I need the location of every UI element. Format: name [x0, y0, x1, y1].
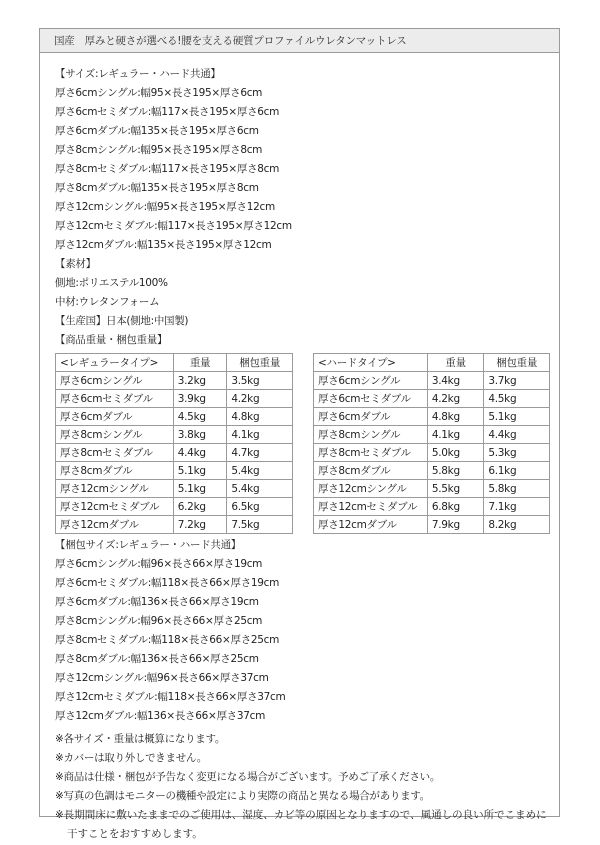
row-label: 厚さ8cmダブル: [314, 462, 428, 480]
table-row: [56, 390, 293, 408]
package-weight-cell: 4.7kg: [227, 444, 293, 462]
size-item: 厚さ8cmセミダブル:幅117×長さ195×厚さ8cm: [55, 163, 280, 175]
row-label: 厚さ8cmシングル: [314, 426, 428, 444]
row-label: 厚さ12cmセミダブル: [314, 498, 428, 516]
note-item: ※長期間床に敷いたままでのご使用は、湿度、カビ等の原因となりますので、風通しの良い所でこまめに干すことをおすすめします。: [55, 809, 547, 840]
note-item: ※各サイズ・重量は概算になります。: [55, 733, 226, 745]
size-item: 厚さ6cmシングル:幅95×長さ195×厚さ6cm: [55, 87, 263, 99]
row-label: 厚さ6cmダブル: [56, 408, 174, 426]
table-row: [314, 462, 550, 480]
table-row: [56, 498, 293, 516]
table-row: [56, 372, 293, 390]
row-label: 厚さ8cmダブル: [56, 462, 174, 480]
package-weight-header: 梱包重量: [227, 354, 293, 372]
spec-header: [40, 29, 559, 53]
material-item: 側地:ポリエステル100%: [55, 277, 168, 289]
size-item: 厚さ12cmセミダブル:幅117×長さ195×厚さ12cm: [55, 220, 292, 232]
weight-cell: 3.4kg: [427, 372, 484, 390]
package-weight-cell: 5.4kg: [227, 462, 293, 480]
weight-cell: 3.2kg: [173, 372, 227, 390]
package-item: 厚さ6cmダブル:幅136×長さ66×厚さ19cm: [55, 596, 259, 608]
note-item: ※カバーは取り外しできません。: [55, 752, 207, 764]
package-weight-cell: 6.1kg: [484, 462, 550, 480]
table-row: [56, 480, 293, 498]
table-row: [314, 426, 550, 444]
row-label: 厚さ6cmダブル: [314, 408, 428, 426]
weight-cell: 5.0kg: [427, 444, 484, 462]
table-header-row: [56, 354, 293, 372]
package-weight-cell: 5.4kg: [227, 480, 293, 498]
row-label: 厚さ12cmダブル: [56, 516, 174, 534]
weight-heading: 【商品重量・梱包重量】: [55, 334, 168, 346]
table-row: [314, 390, 550, 408]
weight-cell: 6.8kg: [427, 498, 484, 516]
package-weight-cell: 3.5kg: [227, 372, 293, 390]
note-item: ※商品は仕様・梱包が予告なく変更になる場合がございます。予めご了承ください。: [55, 771, 441, 783]
spec-content: [55, 65, 550, 844]
hard-type-header: <ハードタイプ>: [314, 354, 428, 372]
weight-tables: [55, 353, 550, 536]
weight-cell: 5.5kg: [427, 480, 484, 498]
size-heading: 【サイズ:レギュラー・ハード共通】: [55, 68, 221, 80]
package-weight-cell: 5.1kg: [484, 408, 550, 426]
row-label: 厚さ8cmセミダブル: [56, 444, 174, 462]
category-label: 国産: [54, 35, 75, 47]
row-label: 厚さ12cmダブル: [314, 516, 428, 534]
weight-cell: 5.1kg: [173, 480, 227, 498]
package-weight-cell: 5.3kg: [484, 444, 550, 462]
size-item: 厚さ6cmダブル:幅135×長さ195×厚さ6cm: [55, 125, 259, 137]
package-item: 厚さ8cmシングル:幅96×長さ66×厚さ25cm: [55, 615, 263, 627]
product-title: 厚みと硬さが選べる!腰を支える硬質プロファイルウレタンマットレス: [84, 35, 407, 47]
weight-cell: 3.9kg: [173, 390, 227, 408]
package-item: 厚さ6cmセミダブル:幅118×長さ66×厚さ19cm: [55, 577, 280, 589]
package-weight-cell: 3.7kg: [484, 372, 550, 390]
weight-cell: 4.1kg: [427, 426, 484, 444]
package-weight-cell: 5.8kg: [484, 480, 550, 498]
table-row: [314, 516, 550, 534]
size-list: [55, 84, 550, 255]
weight-header: 重量: [173, 354, 227, 372]
spec-frame: [39, 28, 560, 840]
table-row: [314, 372, 550, 390]
table-row: [314, 408, 550, 426]
package-weight-cell: 7.5kg: [227, 516, 293, 534]
table-row: [314, 480, 550, 498]
hard-weight-table: [313, 353, 550, 534]
package-weight-cell: 4.8kg: [227, 408, 293, 426]
package-item: 厚さ8cmダブル:幅136×長さ66×厚さ25cm: [55, 653, 259, 665]
row-label: 厚さ12cmセミダブル: [56, 498, 174, 516]
package-weight-cell: 4.4kg: [484, 426, 550, 444]
package-weight-cell: 4.2kg: [227, 390, 293, 408]
weight-cell: 4.8kg: [427, 408, 484, 426]
size-item: 厚さ12cmダブル:幅135×長さ195×厚さ12cm: [55, 239, 272, 251]
weight-header: 重量: [427, 354, 484, 372]
weight-cell: 7.9kg: [427, 516, 484, 534]
weight-cell: 5.8kg: [427, 462, 484, 480]
table-row: [56, 516, 293, 534]
weight-cell: 4.2kg: [427, 390, 484, 408]
package-weight-cell: 4.1kg: [227, 426, 293, 444]
weight-cell: 6.2kg: [173, 498, 227, 516]
row-label: 厚さ6cmセミダブル: [314, 390, 428, 408]
package-weight-cell: 6.5kg: [227, 498, 293, 516]
package-weight-header: 梱包重量: [484, 354, 550, 372]
package-item: 厚さ8cmセミダブル:幅118×長さ66×厚さ25cm: [55, 634, 280, 646]
weight-cell: 4.4kg: [173, 444, 227, 462]
row-label: 厚さ8cmセミダブル: [314, 444, 428, 462]
size-item: 厚さ8cmシングル:幅95×長さ195×厚さ8cm: [55, 144, 263, 156]
table-row: [56, 444, 293, 462]
package-weight-cell: 7.1kg: [484, 498, 550, 516]
package-item: 厚さ12cmセミダブル:幅118×長さ66×厚さ37cm: [55, 691, 286, 703]
regular-type-header: <レギュラータイプ>: [56, 354, 174, 372]
material-heading: 【素材】: [55, 258, 96, 270]
weight-cell: 7.2kg: [173, 516, 227, 534]
material-item: 中材:ウレタンフォーム: [55, 296, 160, 308]
package-item: 厚さ12cmシングル:幅96×長さ66×厚さ37cm: [55, 672, 269, 684]
package-item: 厚さ6cmシングル:幅96×長さ66×厚さ19cm: [55, 558, 263, 570]
package-weight-cell: 8.2kg: [484, 516, 550, 534]
package-item: 厚さ12cmダブル:幅136×長さ66×厚さ37cm: [55, 710, 266, 722]
row-label: 厚さ8cmシングル: [56, 426, 174, 444]
row-label: 厚さ6cmシングル: [314, 372, 428, 390]
table-row: [314, 444, 550, 462]
note-item: ※写真の色調はモニターの機種や設定により実際の商品と異なる場合があります。: [55, 790, 430, 802]
weight-cell: 3.8kg: [173, 426, 227, 444]
weight-cell: 4.5kg: [173, 408, 227, 426]
package-heading: 【梱包サイズ:レギュラー・ハード共通】: [55, 539, 241, 551]
origin-line: 【生産国】日本(側地:中国製): [55, 315, 189, 327]
package-weight-cell: 4.5kg: [484, 390, 550, 408]
table-row: [56, 408, 293, 426]
size-item: 厚さ12cmシングル:幅95×長さ195×厚さ12cm: [55, 201, 275, 213]
row-label: 厚さ6cmセミダブル: [56, 390, 174, 408]
regular-weight-table: [55, 353, 293, 534]
table-row: [314, 498, 550, 516]
size-item: 厚さ6cmセミダブル:幅117×長さ195×厚さ6cm: [55, 106, 280, 118]
table-row: [56, 426, 293, 444]
package-list: [55, 555, 550, 726]
row-label: 厚さ12cmシングル: [314, 480, 428, 498]
row-label: 厚さ12cmシングル: [56, 480, 174, 498]
weight-cell: 5.1kg: [173, 462, 227, 480]
table-header-row: [314, 354, 550, 372]
size-item: 厚さ8cmダブル:幅135×長さ195×厚さ8cm: [55, 182, 259, 194]
notes-list: [55, 730, 550, 844]
table-row: [56, 462, 293, 480]
row-label: 厚さ6cmシングル: [56, 372, 174, 390]
